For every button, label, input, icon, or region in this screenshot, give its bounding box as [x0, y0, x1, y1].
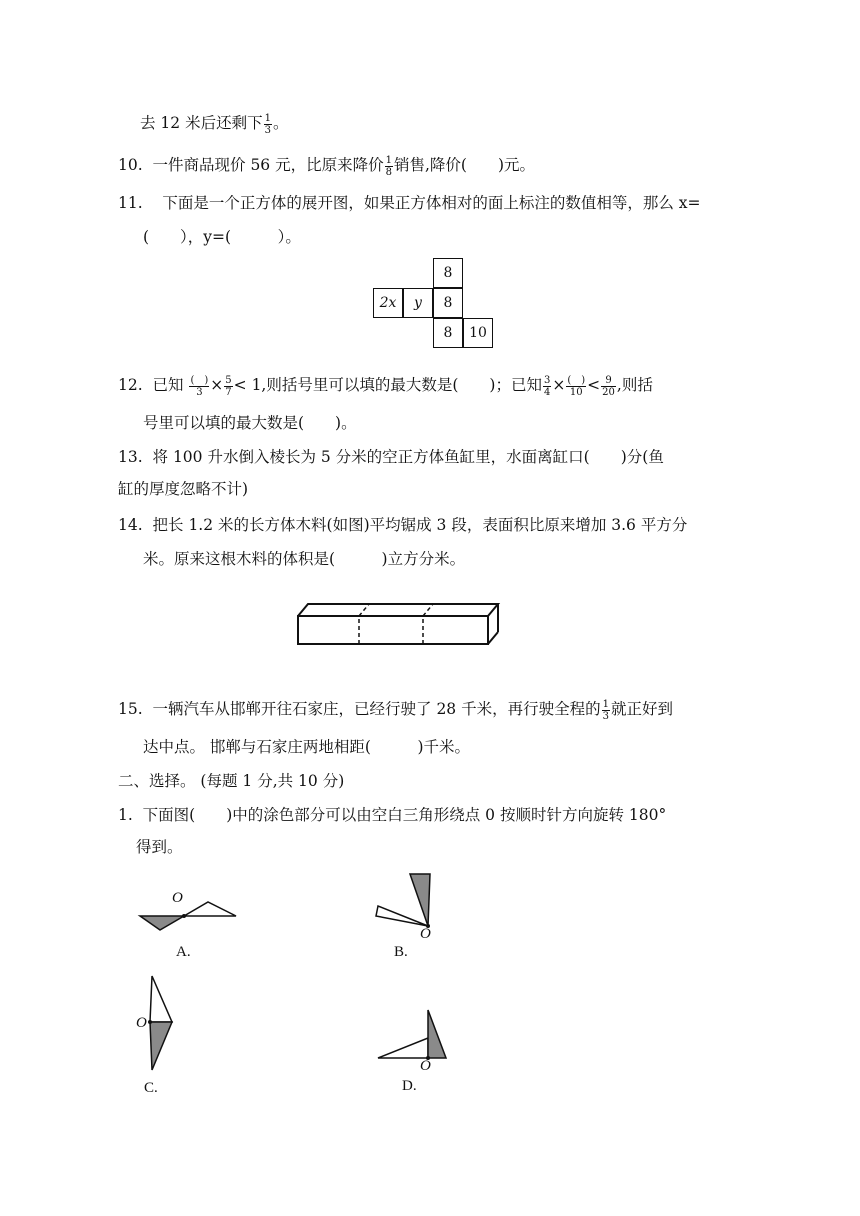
- pivot-point-label: O: [420, 926, 431, 942]
- question-text: 下面是一个正方体的展开图，如果正方体相对的面上标注的数值相等，那么 x=: [162, 194, 701, 212]
- option-d-figure: [372, 1006, 452, 1066]
- fraction-denominator: 3: [602, 710, 609, 722]
- question-11: [118, 192, 701, 214]
- fraction-numerator: 1: [264, 112, 271, 124]
- fraction-denominator: 8: [385, 166, 392, 178]
- net-cell: 10: [463, 318, 493, 348]
- cube-net: [372, 258, 500, 354]
- option-a-label[interactable]: A.: [176, 944, 191, 960]
- fraction-numerator: 1: [385, 154, 392, 166]
- question-number: 1.: [118, 806, 133, 824]
- question-14-line2: 米。原来这根木料的体积是( )立方分米。: [143, 550, 466, 568]
- option-c-label[interactable]: C.: [144, 1080, 158, 1096]
- section-heading: 二、选择。 (每题 1 分,共 10 分): [118, 772, 345, 790]
- fraction-numerator: ( ): [567, 374, 586, 386]
- fraction: [601, 375, 616, 398]
- fraction: [224, 375, 232, 398]
- net-cell: 2x: [373, 288, 403, 318]
- question-number: 13.: [118, 448, 143, 466]
- question-text: 一辆汽车从邯郸开往石家庄，已经行驶了 28 千米，再行驶全程的: [152, 700, 601, 718]
- question-15-line2: 达中点。 邯郸与石家庄两地相距( )千米。: [143, 738, 471, 756]
- net-cell: y: [403, 288, 433, 318]
- fraction-numerator: 1: [602, 698, 609, 710]
- fraction-numerator: 9: [601, 375, 616, 387]
- option-a-figure: [136, 892, 242, 942]
- fraction-denominator: 7: [225, 386, 232, 398]
- fraction-numerator: 5: [225, 374, 232, 386]
- fraction: [189, 375, 209, 398]
- question-text: 将 100 升水倒入棱长为 5 分米的空正方体鱼缸里，水面离缸口( )分(鱼: [152, 448, 664, 466]
- cuboid-wood-figure: [292, 600, 504, 652]
- q9-tail-text: 去 12 米后还剩下: [140, 114, 263, 132]
- times-sign: ×: [552, 376, 566, 394]
- choice-question-1: [118, 804, 666, 826]
- question-12: [118, 374, 653, 398]
- fraction: [264, 113, 272, 136]
- fraction: [602, 699, 610, 722]
- net-cell: 8: [433, 318, 463, 348]
- question-13: [118, 446, 664, 468]
- net-cell: 8: [433, 258, 463, 288]
- pivot-point-label: O: [136, 1015, 147, 1031]
- q9-tail-end: 。: [272, 114, 289, 132]
- question-text: ,则括: [616, 376, 653, 394]
- option-b-figure: [372, 870, 438, 934]
- fraction-denominator: 20: [602, 386, 615, 398]
- question-number: 11.: [118, 194, 143, 212]
- question-15: [118, 698, 673, 722]
- question-text: 已知: [152, 376, 184, 394]
- question-14: [118, 514, 687, 536]
- fraction-numerator: ( ): [190, 374, 209, 386]
- question-text: 把长 1.2 米的长方体木料(如图)平均锯成 3 段，表面积比原来增加 3.6 平方分: [152, 516, 688, 534]
- q9-tail: [140, 112, 288, 136]
- option-b-label[interactable]: B.: [394, 944, 408, 960]
- question-11-line2: ( ），y=( ）。: [143, 228, 301, 246]
- question-number: 14.: [118, 516, 143, 534]
- fraction: [543, 375, 551, 398]
- question-number: 10.: [118, 156, 143, 174]
- question-text: < 1,则括号里可以填的最大数是( )；已知: [233, 376, 542, 394]
- net-cell: 8: [433, 288, 463, 318]
- fraction-denominator: 10: [569, 386, 583, 398]
- pivot-point-label: O: [172, 890, 183, 906]
- fraction: [566, 375, 586, 398]
- question-13-line2: 缸的厚度忽略不计): [118, 480, 249, 498]
- question-number: 12.: [118, 376, 143, 394]
- less-than-sign: <: [587, 376, 601, 394]
- question-number: 15.: [118, 700, 143, 718]
- fraction: [385, 155, 393, 178]
- fraction-denominator: 3: [264, 124, 271, 136]
- question-text: 下面图( )中的涂色部分可以由空白三角形绕点 0 按顺时针方向旋转 180°: [142, 806, 667, 824]
- question-text: 就正好到: [610, 700, 673, 718]
- question-12-line2: 号里可以填的最大数是( )。: [143, 414, 357, 432]
- question-text: 一件商品现价 56 元，比原来降价: [152, 156, 384, 174]
- question-10: [118, 154, 535, 178]
- fraction-denominator: 3: [196, 386, 203, 398]
- fraction-denominator: 4: [543, 386, 551, 398]
- question-text: 销售,降价( )元。: [393, 156, 536, 174]
- choice-question-1-line2: 得到。: [136, 838, 183, 856]
- option-d-label[interactable]: D.: [402, 1078, 417, 1094]
- fraction-numerator: 3: [543, 374, 551, 386]
- times-sign: ×: [210, 376, 224, 394]
- pivot-point-label: O: [420, 1058, 431, 1074]
